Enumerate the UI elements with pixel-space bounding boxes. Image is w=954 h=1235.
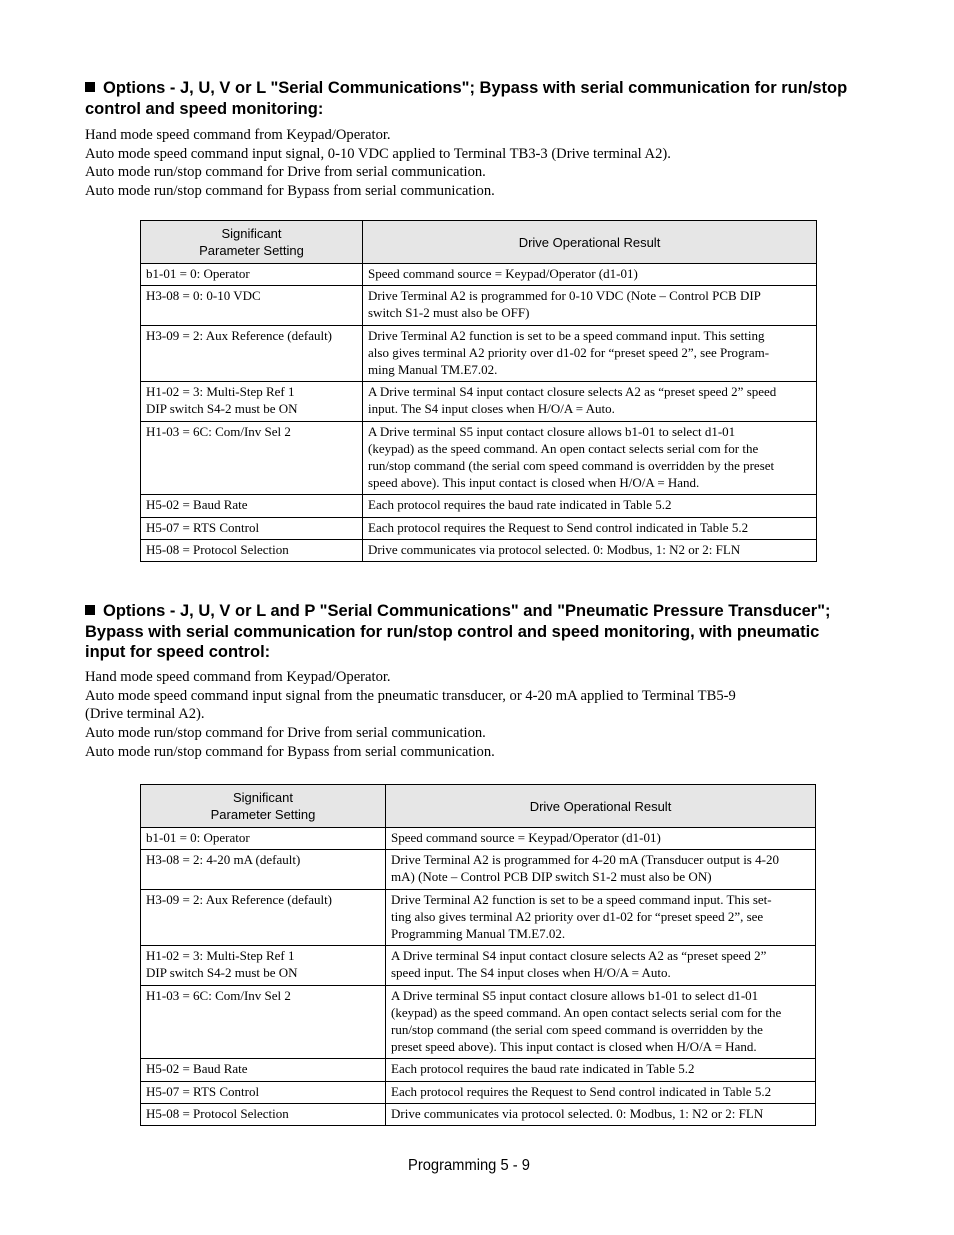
parameter-cell	[141, 850, 386, 889]
table-row	[141, 946, 816, 985]
section2-table-body	[141, 828, 816, 1126]
parameter-text: H1-03 = 6C: Com/Inv Sel 2	[146, 987, 291, 1003]
section1-parameter-table	[140, 220, 817, 562]
parameter-cell	[141, 264, 363, 286]
result-text: input. The S4 input closes when H/O/A = Auto.	[368, 401, 615, 417]
parameter-cell	[141, 421, 363, 495]
result-text: A Drive terminal S4 input contact closure selects A2 as “preset speed 2” speed	[368, 384, 777, 400]
paragraph-line: Auto mode run/stop command for Bypass from serial communication.	[85, 743, 495, 760]
parameter-cell	[141, 985, 386, 1059]
result-cell	[363, 286, 817, 325]
page-footer: Programming 5 - 9	[408, 1157, 530, 1174]
result-text: ming Manual TM.E7.02.	[368, 362, 498, 378]
result-cell	[386, 850, 816, 889]
parameter-text: H3-09 = 2: Aux Reference (default)	[146, 327, 333, 343]
table-row	[141, 1059, 816, 1081]
table-header-row	[141, 785, 816, 828]
result-text: Drive Terminal A2 is programmed for 4-20 mA (Transducer output is 4-20	[391, 852, 779, 868]
table-row	[141, 325, 817, 382]
parameter-text: DIP switch S4-2 must be ON	[146, 401, 298, 417]
parameter-text: H1-02 = 3: Multi-Step Ref 1	[146, 384, 295, 400]
parameter-cell	[141, 1081, 386, 1103]
result-cell	[363, 382, 817, 421]
table-row	[141, 517, 817, 539]
table-row	[141, 421, 817, 495]
table-row	[141, 850, 816, 889]
paragraph-line: Auto mode run/stop command for Drive from serial communication.	[85, 725, 486, 742]
parameter-text: H1-02 = 3: Multi-Step Ref 1	[146, 948, 295, 964]
parameter-cell	[141, 889, 386, 946]
table-row	[141, 1081, 816, 1103]
result-text: A Drive terminal S4 input contact closure selects A2 as “preset speed 2”	[391, 948, 767, 964]
result-cell	[363, 495, 817, 517]
result-cell	[363, 264, 817, 286]
result-text: Each protocol requires the Request to Send control indicated in Table 5.2	[391, 1083, 772, 1099]
header-parameter-setting: Significant Parameter Setting	[141, 221, 363, 264]
result-text: A Drive terminal S5 input contact closure allows b1-01 to select d1-01	[368, 423, 736, 439]
table-row	[141, 382, 817, 421]
section2-heading-line: Options - J, U, V or L and P "Serial Communications" and "Pneumatic Pressure Transducer";	[85, 601, 885, 622]
parameter-cell	[141, 382, 363, 421]
section2-heading	[85, 601, 885, 663]
section2-paragraph	[85, 668, 845, 762]
parameter-text: b1-01 = 0: Operator	[146, 266, 250, 281]
result-cell	[386, 1081, 816, 1103]
paragraph-line: Hand mode speed command from Keypad/Operator.	[85, 127, 391, 143]
section1-table-body	[141, 264, 817, 562]
result-cell	[363, 325, 817, 382]
paragraph-line: Auto mode speed command input signal, 0-10 VDC applied to Terminal TB3-3 (Drive terminal A2).	[85, 145, 671, 162]
paragraph-line: Hand mode speed command from Keypad/Operator.	[85, 669, 391, 685]
result-text: Each protocol requires the Request to Send control indicated in Table 5.2	[368, 519, 749, 535]
result-text: switch S1-2 must also be OFF)	[368, 305, 530, 321]
result-text: (keypad) as the speed command. An open contact selects serial com for the	[368, 440, 759, 456]
result-text: Each protocol requires the baud rate indicated in Table 5.2	[368, 497, 672, 513]
result-cell	[386, 1103, 816, 1125]
result-cell	[386, 828, 816, 850]
table-row	[141, 889, 816, 946]
result-cell	[363, 539, 817, 561]
parameter-text: DIP switch S4-2 must be ON	[146, 965, 298, 981]
parameter-text: H3-08 = 2: 4-20 mA (default)	[146, 852, 301, 868]
parameter-cell	[141, 1059, 386, 1081]
result-text: Drive communicates via protocol selected. 0: Modbus, 1: N2 or 2: FLN	[368, 541, 741, 557]
parameter-cell	[141, 946, 386, 985]
paragraph-line: Auto mode run/stop command for Bypass from serial communication.	[85, 183, 495, 200]
table-header-row	[141, 221, 817, 264]
result-text: A Drive terminal S5 input contact closure allows b1-01 to select d1-01	[391, 987, 759, 1003]
parameter-text: H5-02 = Baud Rate	[146, 497, 248, 513]
result-text: Drive Terminal A2 is programmed for 0-10 VDC (Note – Control PCB DIP	[368, 288, 761, 304]
section1-paragraph	[85, 126, 845, 201]
result-text: speed input. The S4 input closes when H/O/A = Auto.	[391, 965, 671, 981]
result-text: mA) (Note – Control PCB DIP switch S1-2 must also be ON)	[391, 869, 712, 885]
section1-heading	[85, 78, 885, 119]
result-cell	[363, 517, 817, 539]
section2-heading-line: Bypass with serial communication for run/stop control and speed monitoring, with pneumatic	[85, 622, 820, 641]
parameter-cell	[141, 325, 363, 382]
result-text: run/stop command (the serial com speed command is overridden by the preset	[368, 458, 775, 474]
result-text: run/stop command (the serial com speed command is overridden by the	[391, 1022, 763, 1038]
table-row	[141, 985, 816, 1059]
table-row	[141, 1103, 816, 1125]
parameter-text: H5-07 = RTS Control	[146, 1083, 260, 1099]
result-text: Programming Manual TM.E7.02.	[391, 926, 566, 942]
parameter-cell	[141, 539, 363, 561]
result-cell	[386, 1059, 816, 1081]
result-text: speed above). This input contact is closed when H/O/A = Hand.	[368, 475, 700, 491]
parameter-cell	[141, 828, 386, 850]
result-text: Drive Terminal A2 function is set to be a speed command input. This setting	[368, 327, 765, 343]
result-text: (keypad) as the speed command. An open contact selects serial com for the	[391, 1004, 782, 1020]
table-row	[141, 539, 817, 561]
result-text: Speed command source = Keypad/Operator (d1-01)	[368, 266, 638, 281]
parameter-text: b1-01 = 0: Operator	[146, 830, 250, 845]
parameter-text: H5-02 = Baud Rate	[146, 1061, 248, 1077]
paragraph-line: Auto mode run/stop command for Drive from serial communication.	[85, 164, 486, 181]
result-text: Each protocol requires the baud rate indicated in Table 5.2	[391, 1061, 695, 1077]
result-text: Drive Terminal A2 function is set to be a speed command input. This set-	[391, 891, 772, 907]
parameter-text: H3-09 = 2: Aux Reference (default)	[146, 891, 333, 907]
result-cell	[386, 889, 816, 946]
parameter-cell	[141, 517, 363, 539]
parameter-cell	[141, 495, 363, 517]
parameter-text: H1-03 = 6C: Com/Inv Sel 2	[146, 423, 291, 439]
parameter-text: H3-08 = 0: 0-10 VDC	[146, 288, 261, 304]
result-text: Drive communicates via protocol selected. 0: Modbus, 1: N2 or 2: FLN	[391, 1105, 764, 1121]
paragraph-line: Auto mode speed command input signal from the pneumatic transducer, or 4-20 mA applied to Terminal TB5-9	[85, 687, 736, 704]
result-cell	[386, 985, 816, 1059]
result-text: ting also gives terminal A2 priority over d1-02 for “preset speed 2”, see	[391, 908, 764, 924]
parameter-text: H5-08 = Protocol Selection	[146, 541, 289, 557]
result-text: preset speed above). This input contact is closed when H/O/A = Hand.	[391, 1039, 757, 1055]
result-cell	[386, 946, 816, 985]
header-drive-operational-result: Drive Operational Result	[363, 221, 817, 264]
result-text: also gives terminal A2 priority over d1-02 for “preset speed 2”, see Program-	[368, 344, 770, 360]
table-row	[141, 264, 817, 286]
parameter-cell	[141, 1103, 386, 1125]
section2-parameter-table	[140, 784, 816, 1126]
table-row	[141, 495, 817, 517]
header-drive-operational-result: Drive Operational Result	[386, 785, 816, 828]
section1-heading-line: control and speed monitoring:	[85, 99, 324, 118]
section1-heading-line: Options - J, U, V or L "Serial Communications"; Bypass with serial communication for run/stop	[85, 78, 885, 99]
table-row	[141, 828, 816, 850]
section2-heading-line: input for speed control:	[85, 643, 271, 661]
result-cell	[363, 421, 817, 495]
header-parameter-setting: Significant Parameter Setting	[141, 785, 386, 828]
square-bullet-icon	[85, 605, 95, 615]
paragraph-line: (Drive terminal A2).	[85, 706, 205, 723]
parameter-text: H5-08 = Protocol Selection	[146, 1105, 289, 1121]
square-bullet-icon	[85, 82, 95, 92]
result-text: Speed command source = Keypad/Operator (d1-01)	[391, 830, 661, 845]
parameter-cell	[141, 286, 363, 325]
parameter-text: H5-07 = RTS Control	[146, 519, 260, 535]
table-row	[141, 286, 817, 325]
